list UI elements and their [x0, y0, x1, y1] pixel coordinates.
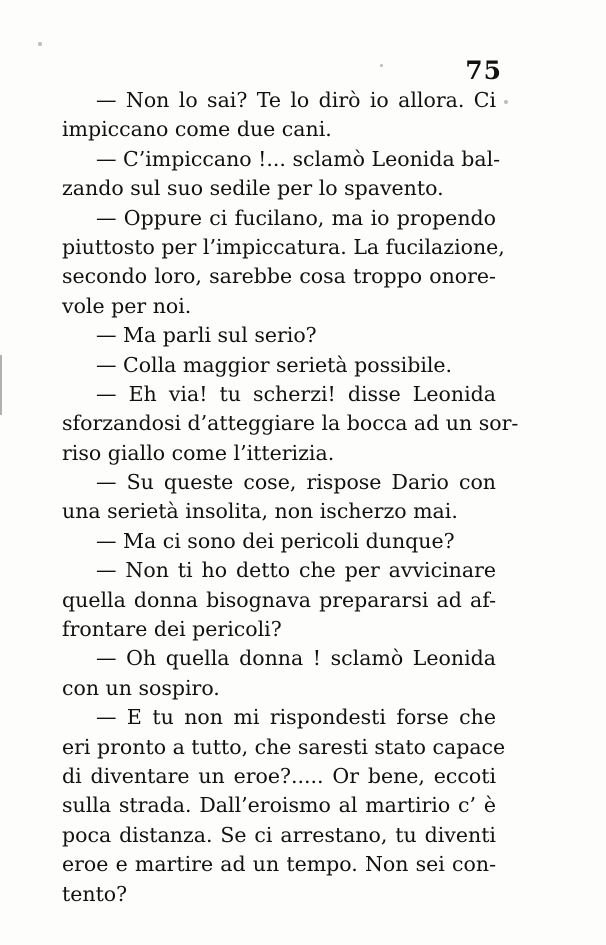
text-line: piuttosto per l’impiccatura. La fucilazione,: [62, 234, 505, 259]
text-line: — Oppure ci fucilano, ma io propendo: [96, 205, 496, 230]
text-line: — Non ti ho detto che per avvicinare: [96, 558, 496, 583]
text-line: — C’impiccano !... sclamò Leonida bal-: [96, 146, 501, 171]
text-line: — Ma parli sul serio?: [96, 323, 317, 348]
text-line: — Su queste cose, rispose Dario con: [96, 470, 496, 495]
text-line: frontare dei pericoli?: [62, 617, 282, 642]
text-line: riso giallo come l’itterizia.: [62, 440, 335, 465]
page-text: [62, 86, 519, 909]
page-number: 75: [465, 56, 502, 85]
text-line: quella donna bisognava prepararsi ad af-: [62, 587, 496, 612]
text-line: sulla strada. Dall’eroismo al martirio c’ è: [62, 793, 496, 818]
text-line: eri pronto a tutto, che saresti stato capace: [62, 734, 506, 759]
text-line: con un sospiro.: [62, 675, 220, 700]
text-line: — Ma ci sono dei pericoli dunque?: [96, 528, 455, 553]
text-line: impiccano come due cani.: [62, 117, 332, 142]
text-line: tento?: [62, 881, 128, 906]
ink-speck: [504, 100, 508, 104]
text-line: — Colla maggior serietà possibile.: [96, 352, 453, 377]
text-line: poca distanza. Se ci arrestano, tu diventi: [62, 822, 496, 847]
text-line: sforzandosi d’atteggiare la bocca ad un sor-: [62, 411, 519, 436]
text-line: di diventare un eroe?..... Or bene, eccoti: [62, 763, 496, 788]
ink-speck: [38, 42, 42, 46]
text-line: — Oh quella donna ! sclamò Leonida: [96, 646, 496, 671]
page-edge-mark: [0, 355, 12, 415]
text-line: eroe e martire ad un tempo. Non sei con-: [62, 852, 496, 877]
text-line: secondo loro, sarebbe cosa troppo onore-: [62, 264, 496, 289]
text-line: vole per noi.: [62, 293, 192, 318]
text-line: — E tu non mi rispondesti forse che: [96, 705, 496, 730]
text-line: zando sul suo sedile per lo spavento.: [62, 176, 444, 201]
text-line: una serietà insolita, non ischerzo mai.: [62, 499, 458, 524]
text-line: — Eh via! tu scherzi! disse Leonida: [96, 381, 496, 406]
ink-speck: [380, 64, 383, 67]
text-line: — Non lo sai? Te lo dirò io allora. Ci: [96, 88, 496, 112]
